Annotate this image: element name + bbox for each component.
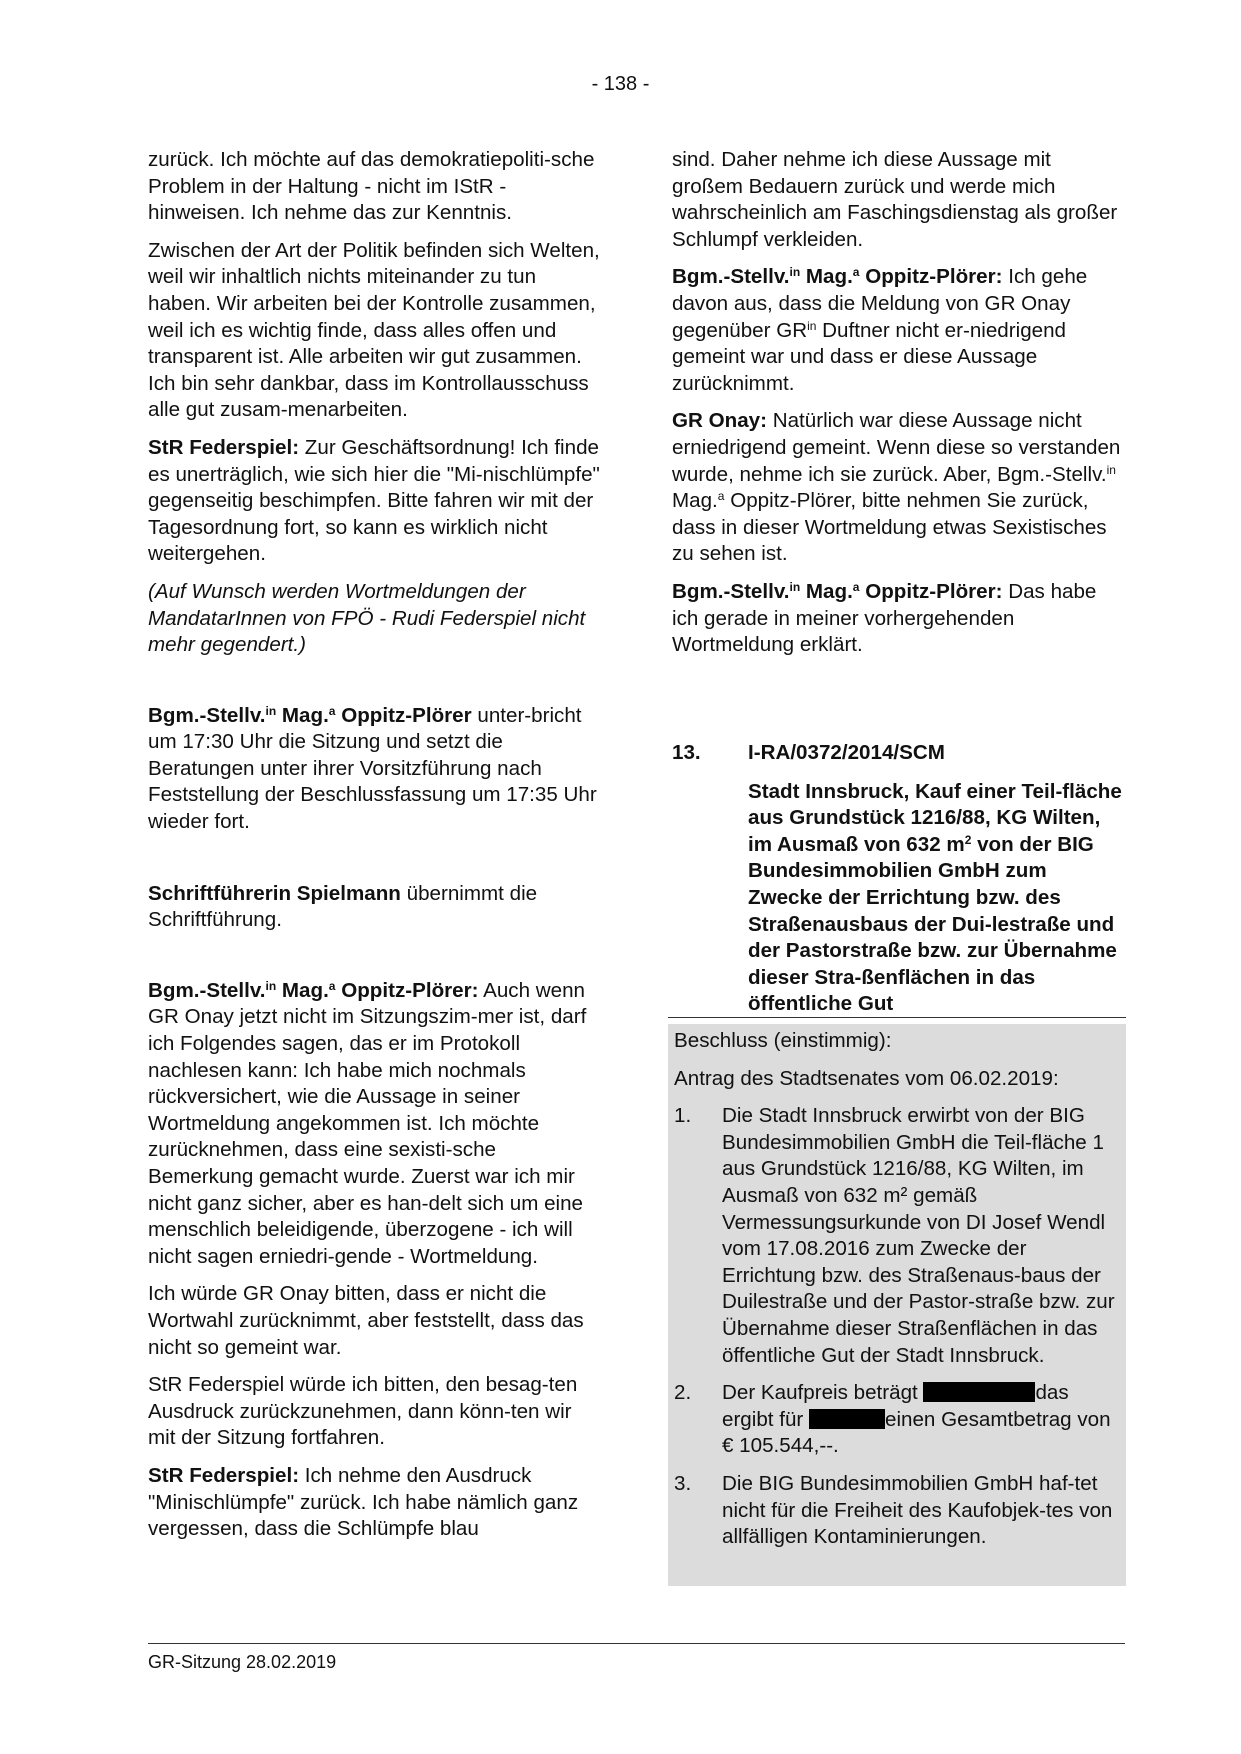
speech-text: übernimmt die Schriftführung. [148, 881, 538, 932]
speaker-name: GR Onay: [672, 409, 767, 433]
redaction-bar [809, 1409, 885, 1429]
divider [668, 1017, 1126, 1018]
paragraph [148, 703, 600, 836]
paragraph: Bgm.-Stellv.$^{in}$ Mag.$^a$ Oppitz-Plörer: Ich gehe davon aus, dass die Meldung von GR Onay gegenüber $GR^{in}$ Duftner nicht er-niedrigend gemeint war und dass er diese Aussage zurücknimmt. [672, 265, 1088, 395]
agenda-reference: I-RA/0372/2014/SCM [748, 741, 945, 764]
agenda-item [672, 740, 1124, 1018]
speaker-name: Bgm.-Stellv.$^{in}$ Mag.$^a$ Oppitz-Plörer: [148, 978, 479, 1002]
speaker-name: StR Federspiel: [148, 435, 300, 459]
paragraph [148, 1463, 600, 1543]
speech-text: Auch wenn GR Onay jetzt nicht im Sitzungszim-mer ist, darf ich Folgendes sagen, das er im Protokoll nachlesen kann: Ich habe mich nochmals rückversichert, wie die Aussage in seiner Wortmeldung angekommen ist. Ich möchte zurücknehmen, dass eine sexisti-sche Bemerkung gemacht wurde. Zuerst war ich mir nicht ganz sicher, aber es han-delt sich um eine menschlich beleidigende, überzogene - ich will nicht sagen erniedri-gende - Wortmeldung. [148, 978, 587, 1268]
paragraph [148, 978, 600, 1271]
footer-divider [148, 1643, 1125, 1644]
speaker-name: Bgm.-Stellv.$^{in}$ Mag.$^a$ Oppitz-Plörer: [672, 579, 1003, 603]
paragraph: Bgm.-Stellv.$^{in}$ Mag.$^a$ Oppitz-Plörer: Das habe ich gerade in meiner vorhergehenden Wortmeldung erklärt. [672, 579, 1097, 657]
paragraph: StR Federspiel würde ich bitten, den besag-ten Ausdruck zurückzunehmen, dann könn-ten wir mit der Sitzung fortfahren. [148, 1373, 578, 1450]
editorial-note: (Auf Wunsch werden Wortmeldungen der MandatarInnen von FPÖ - Rudi Federspiel nicht mehr gegendert.) [148, 579, 586, 657]
speaker-name: Bgm.-Stellv.$^{in}$ Mag.$^a$ Oppitz-Plörer: [672, 265, 1003, 289]
agenda-number: 13. [672, 741, 701, 764]
paragraph: zurück. Ich möchte auf das demokratiepoliti-sche Problem in der Haltung - nicht im IStR - hinweisen. Ich nehme das zur Kenntnis. [148, 148, 595, 225]
paragraph [148, 881, 600, 934]
redaction-bar [923, 1382, 1035, 1402]
page-number: - 138 - [591, 73, 650, 95]
paragraph: Zwischen der Art der Politik befinden sich Welten, weil wir inhaltlich nichts miteinander zu tun haben. Wir arbeiten bei der Kontrolle zusammen, weil ich es wichtig finde, dass alles offen und transparent ist. Alle arbeiten wir gut zusammen. Ich bin sehr dankbar, dass im Kontrollausschuss alle gut zusam-menarbeiten. [148, 238, 600, 422]
agenda-heading [672, 740, 1124, 767]
speaker-name: StR Federspiel: [148, 1463, 300, 1487]
agenda-title: Stadt Innsbruck, Kauf einer Teil-fläche aus Grundstück 1216/88, KG Wilten, im Ausmaß von 632 $m^2$ von der BIG Bundesimmobilien GmbH zum Zwecke der Errichtung bzw. des Straßenausbaus der Dui-lestraße und der Pastorstraße bzw. zur Übernahme dieser Stra-ßenflächen in das öffentliche Gut [748, 779, 1122, 1016]
speech-text: Ich nehme den Ausdruck "Minischlümpfe" zurück. Ich habe nämlich ganz vergessen, dass die Schlümpfe blau [148, 1463, 579, 1541]
paragraph: sind. Daher nehme ich diese Aussage mit großem Bedauern zurück und werde mich wahrscheinlich am Faschingsdienstag als großer Schlumpf verkleiden. [672, 148, 1118, 251]
speaker-name: Schriftführerin Spielmann [148, 881, 401, 905]
motion-text: Antrag des Stadtsenates vom 06.02.2019: [674, 1066, 1059, 1090]
left-column [148, 147, 600, 1554]
paragraph: Ich würde GR Onay bitten, dass er nicht die Wortwahl zurücknimmt, aber feststellt, dass das nicht so gemeint war. [148, 1282, 584, 1359]
footer-text: GR-Sitzung 28.02.2019 [148, 1652, 337, 1672]
list-item: 2. Der Kaufpreis beträgt das ergibt für einen Gesamtbetrag von € 105.544,--. [674, 1381, 1111, 1458]
list-item: 1. Die Stadt Innsbruck erwirbt von der BIG Bundesimmobilien GmbH die Teil-fläche 1 aus Grundstück 1216/88, KG Wilten, im Ausmaß von 632 m² gemäß Vermessungsurkunde von DI Josef Wendl vom 17.08.2016 zum Zwecke der Errichtung bzw. des Straßenaus-baus der Duilestraße und der Pastor-straße bzw. zur Übernahme dieser Straßenflächen in das öffentliche Gut der Stadt Innsbruck. [674, 1104, 1115, 1367]
speaker-name: Bgm.-Stellv.$^{in}$ Mag.$^a$ Oppitz-Plörer [148, 703, 472, 727]
resolution-heading: Beschluss (einstimmig): [674, 1029, 892, 1052]
right-column [672, 147, 1124, 670]
paragraph: GR Onay: Natürlich war diese Aussage nicht erniedrigend gemeint. Wenn diese so verstanden wurde, nehme ich sie zurück. Aber, Bgm.-Stellv.$^{in}$ Mag.$^a$ Oppitz-Plörer, bitte nehmen Sie zurück, dass in dieser Wortmeldung etwas Sexistisches zu sehen ist. [672, 409, 1121, 566]
list-item: 3. Die BIG Bundesimmobilien GmbH haf-tet nicht für die Freiheit des Kaufobjek-tes von allfälligen Kontaminierungen. [674, 1471, 1113, 1549]
speech-text: unter-bricht um 17:30 Uhr die Sitzung und setzt die Beratungen unter ihrer Vorsitzführung nach Feststellung der Beschlussfassung um 17:35 Uhr wieder fort. [148, 703, 597, 834]
speech-text: Zur Geschäftsordnung! Ich finde es unerträglich, wie sich hier die "Mi-nischlümpfe" gegenseitig beschimpfen. Bitte fahren wir mit der Tagesordnung fort, so kann es wirklich nicht weitergehen. [148, 435, 600, 566]
paragraph [148, 435, 600, 568]
resolution-box [668, 1024, 1126, 1586]
